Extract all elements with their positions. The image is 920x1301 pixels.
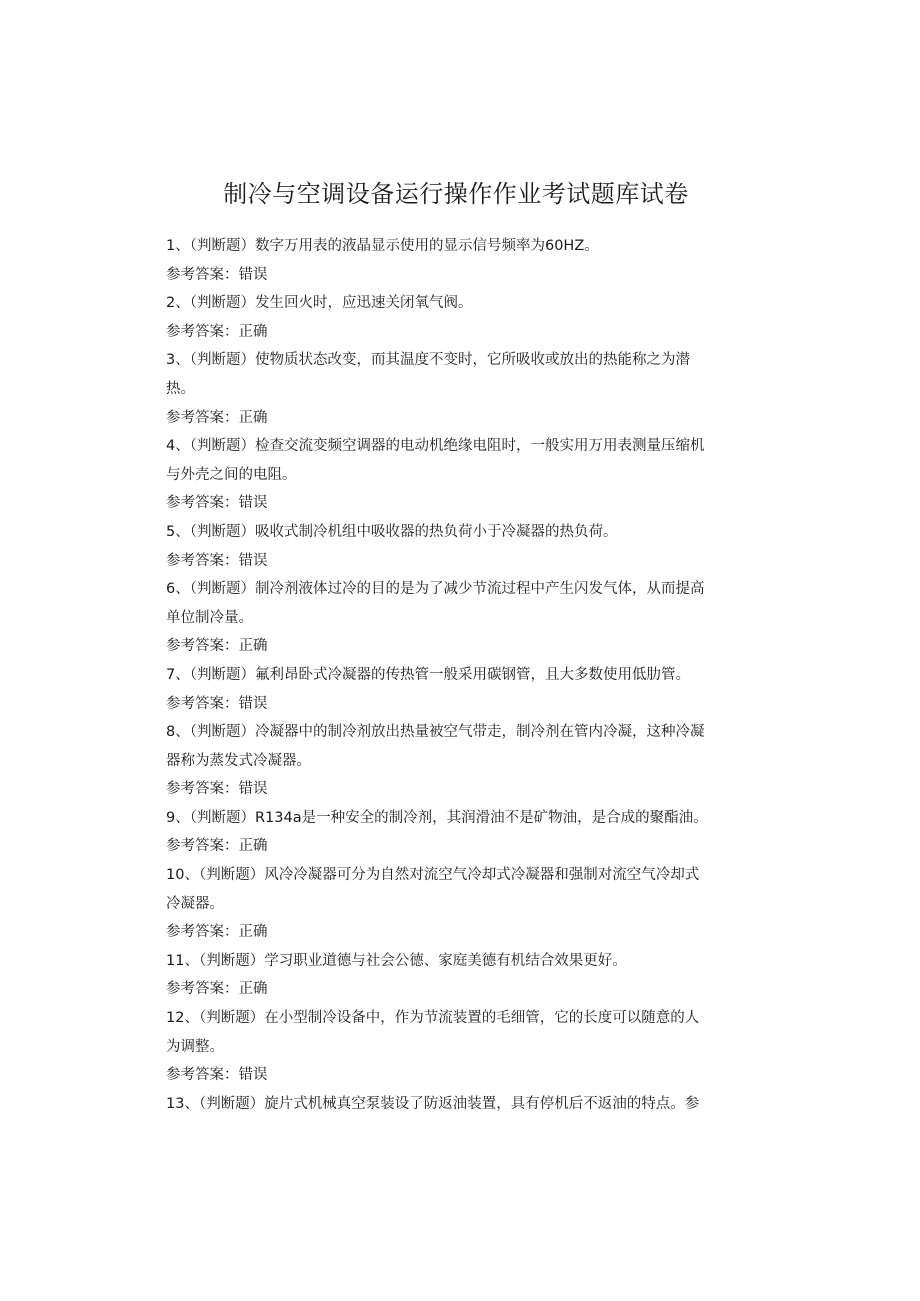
answer-line: 参考答案：正确 bbox=[166, 323, 268, 340]
question-line: 5、（判断题）吸收式制冷机组中吸收器的热负荷小于冷凝器的热负荷。 bbox=[166, 523, 618, 540]
answer-line: 参考答案：错误 bbox=[166, 781, 268, 798]
question-line: 9、（判断题）R134a是一种安全的制冷剂，其润滑油不是矿物油，是合成的聚酯油。 bbox=[166, 809, 708, 826]
answer-line: 参考答案：错误 bbox=[166, 552, 268, 569]
answer-line: 参考答案：正确 bbox=[166, 838, 268, 855]
answer-line: 参考答案：错误 bbox=[166, 695, 268, 712]
answer-line: 参考答案：错误 bbox=[166, 266, 268, 283]
answer-line: 参考答案：正确 bbox=[166, 638, 268, 655]
question-list bbox=[166, 232, 750, 1118]
question-line-continued: 器称为蒸发式冷凝器。 bbox=[166, 752, 311, 769]
question-line-continued: 热。 bbox=[166, 380, 195, 397]
document-title: 制冷与空调设备运行操作作业考试题库试卷 bbox=[223, 180, 689, 208]
question-line: 6、（判断题）制冷剂液体过冷的目的是为了减少节流过程中产生闪发气体，从而提高 bbox=[166, 581, 705, 598]
question-line: 7、（判断题）氟利昂卧式冷凝器的传热管一般采用碳钢管，且大多数使用低肋管。 bbox=[166, 666, 690, 683]
question-line: 1、（判断题）数字万用表的液晶显示使用的显示信号频率为60HZ。 bbox=[166, 238, 599, 254]
question-line-continued: 为调整。 bbox=[166, 1038, 224, 1055]
question-line-continued: 单位制冷量。 bbox=[166, 609, 253, 626]
answer-line: 参考答案：错误 bbox=[166, 1067, 268, 1084]
answer-line: 参考答案：正确 bbox=[166, 981, 268, 998]
question-line: 12、（判断题）在小型制冷设备中，作为节流装置的毛细管，它的长度可以随意的人 bbox=[166, 1010, 700, 1027]
question-line-continued: 冷凝器。 bbox=[166, 895, 224, 912]
answer-line: 参考答案：正确 bbox=[166, 409, 268, 426]
question-line-continued: 与外壳之间的电阻。 bbox=[166, 466, 297, 483]
answer-line: 参考答案：错误 bbox=[166, 495, 268, 512]
question-line: 10、（判断题）风冷冷凝器可分为自然对流空气冷却式冷凝器和强制对流空气冷却式 bbox=[166, 867, 700, 884]
question-line: 8、（判断题）冷凝器中的制冷剂放出热量被空气带走，制冷剂在管内冷凝，这种冷凝 bbox=[166, 724, 705, 741]
answer-line: 参考答案：正确 bbox=[166, 924, 268, 941]
question-line: 4、（判断题）检查交流变频空调器的电动机绝缘电阻时，一般实用万用表测量压缩机 bbox=[166, 438, 705, 455]
question-line: 3、（判断题）使物质状态改变，而其温度不变时，它所吸收或放出的热能称之为潜 bbox=[166, 352, 690, 369]
question-line: 13、（判断题）旋片式机械真空泵装设了防返油装置，具有停机后不返油的特点。参 bbox=[166, 1095, 700, 1112]
question-line: 11、（判断题）学习职业道德与社会公德、家庭美德有机结合效果更好。 bbox=[166, 952, 627, 969]
question-line: 2、（判断题）发生回火时，应迅速关闭氧气阀。 bbox=[166, 295, 473, 312]
